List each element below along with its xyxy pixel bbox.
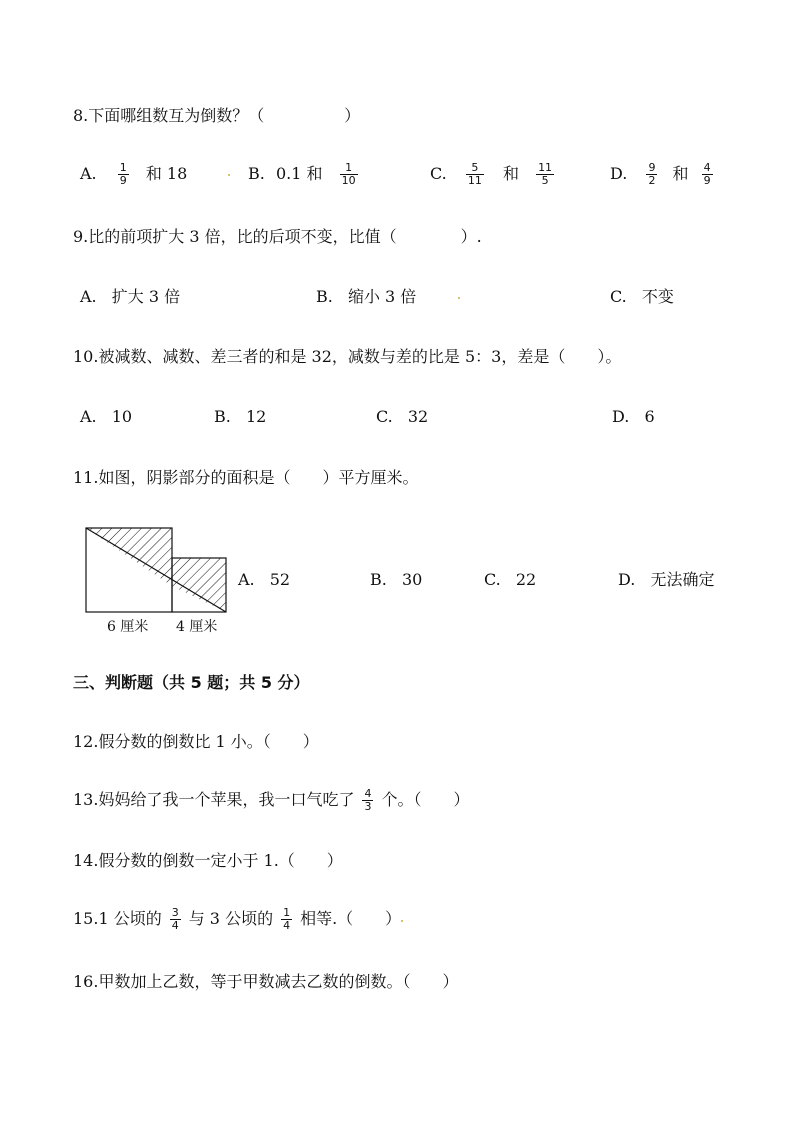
q8-option-a[interactable]: A. $\frac{1}{9}$ 和 18 bbox=[80, 161, 188, 187]
q9-option-c[interactable]: C. 不变 bbox=[610, 287, 674, 306]
shaded-area-figure bbox=[84, 526, 230, 614]
question-12-text: 12.假分数的倒数比 1 小。（ ） bbox=[73, 732, 319, 751]
fraction: $\frac{1}{10}$ bbox=[341, 161, 356, 187]
q8-option-b[interactable]: B. 0.1 和 $\frac{1}{10}$ bbox=[248, 161, 356, 187]
q10-option-a[interactable]: A. 10 bbox=[80, 407, 133, 426]
question-10-text: 10.被减数、减数、差三者的和是 32，减数与差的比是 5：3，差是（ ）。 bbox=[73, 347, 622, 366]
question-11-text: 11.如图，阴影部分的面积是（ ）平方厘米。 bbox=[73, 468, 419, 487]
fraction: $\frac{9}{2}$ bbox=[648, 161, 656, 187]
fraction: $\frac{3}{4}$ bbox=[171, 906, 179, 932]
option-label: C. bbox=[430, 164, 447, 183]
question-8-text: 8.下面哪组数互为倒数？（ ） bbox=[73, 106, 361, 125]
q10-option-d[interactable]: D. 6 bbox=[612, 407, 655, 426]
question-14-text: 14.假分数的倒数一定小于 1.（ ） bbox=[73, 851, 343, 870]
question-13-text: 13.妈妈给了我一个苹果，我一口气吃了 $\frac{4}{3}$ 个。（ ） bbox=[73, 787, 470, 813]
figure-right-width-label: 4 厘米 bbox=[176, 619, 218, 635]
q11-option-d[interactable]: D. 无法确定 bbox=[618, 570, 715, 589]
q8-option-d[interactable]: D. $\frac{9}{2}$ 和 $\frac{4}{9}$ bbox=[610, 161, 711, 187]
q9-option-b[interactable]: B. 缩小 3 倍 bbox=[316, 287, 417, 306]
figure-left-width-label: 6 厘米 bbox=[107, 619, 149, 635]
q10-option-c[interactable]: C. 32 bbox=[376, 407, 429, 426]
fraction: $\frac{1}{9}$ bbox=[119, 161, 127, 187]
fraction: $\frac{5}{11}$ bbox=[467, 161, 482, 187]
q11-option-a[interactable]: A. 52 bbox=[238, 570, 291, 589]
fraction: $\frac{4}{9}$ bbox=[703, 161, 711, 187]
section-title: 三、判断题（共 5 题；共 5 分） bbox=[73, 673, 310, 692]
question-16-text: 16.甲数加上乙数，等于甲数减去乙数的倒数。（ ） bbox=[73, 972, 459, 991]
option-label: D. bbox=[610, 164, 628, 183]
question-9-text: 9.比的前项扩大 3 倍，比的后项不变，比值（ ）. bbox=[73, 227, 482, 246]
q10-option-b[interactable]: B. 12 bbox=[214, 407, 267, 426]
question-15-text: 15.1 公顷的 $\frac{3}{4}$ 与 3 公顷的 $\frac{1}{4}$ 相等.（ ） bbox=[73, 906, 402, 932]
option-label: A. bbox=[80, 164, 97, 183]
fraction: $\frac{1}{4}$ bbox=[283, 906, 291, 932]
q11-option-c[interactable]: C. 22 bbox=[484, 570, 537, 589]
option-label: B. bbox=[248, 164, 265, 183]
fraction: $\frac{11}{5}$ bbox=[538, 161, 553, 187]
q8-option-c[interactable]: C. $\frac{5}{11}$ 和 $\frac{11}{5}$ bbox=[430, 161, 553, 187]
q9-option-a[interactable]: A. 扩大 3 倍 bbox=[80, 287, 181, 306]
q11-option-b[interactable]: B. 30 bbox=[370, 570, 423, 589]
fraction: $\frac{4}{3}$ bbox=[364, 787, 372, 813]
